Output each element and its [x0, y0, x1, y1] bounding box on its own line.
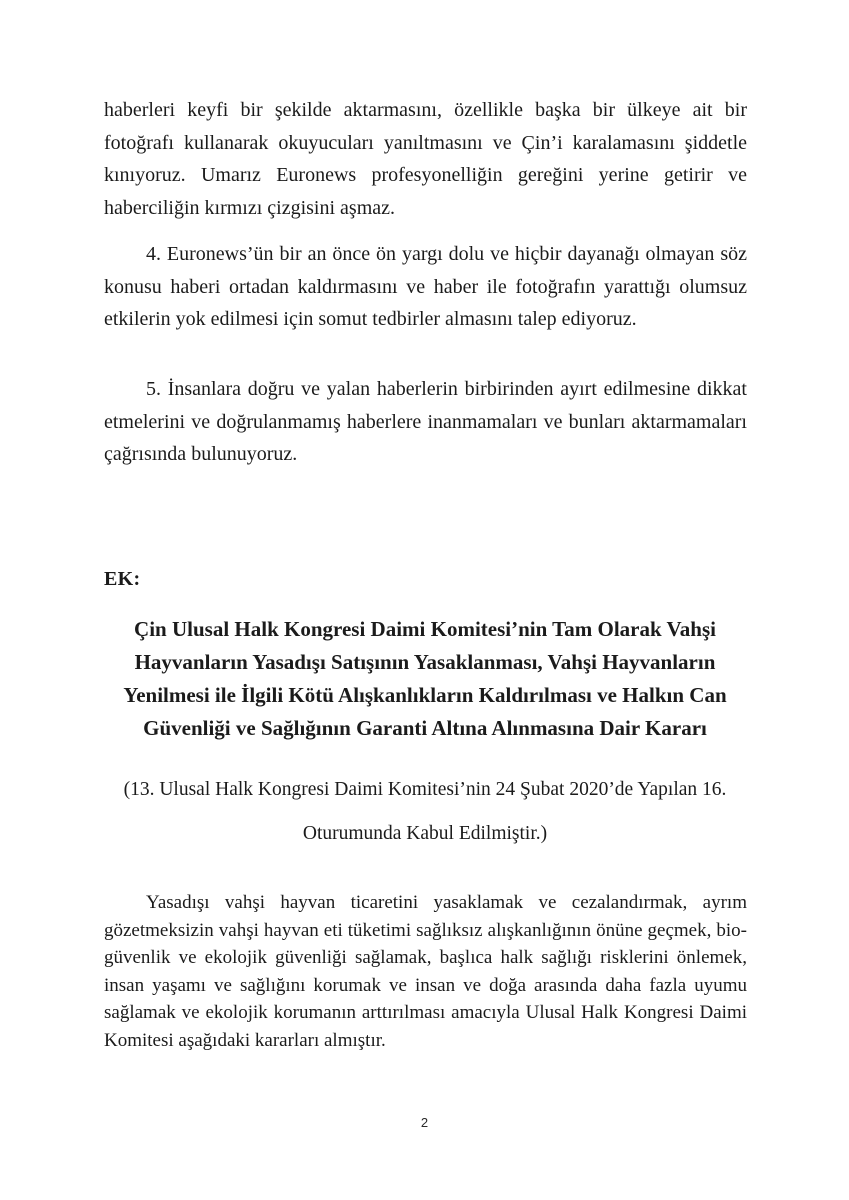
paragraph-continuation: haberleri keyfi bir şekilde aktarmasını, özellikle başka bir ülkeye ait bir fotoğrafı kullanarak okuyucuları yanıltmasını ve Çin’i karalamasını şiddetle kınıyoruz. Umarız Euronews profesyonelliğin gereğini yerine getirir ve haberciliğin kırmızı çizgisini aşmaz. — [104, 99, 747, 219]
annex-subtitle: (13. Ulusal Halk Kongresi Daimi Komitesi’nin 24 Şubat 2020’de Yapılan 16. Oturumunda Kabul Edilmiştir.) — [123, 779, 727, 844]
paragraph-item-4: 4. Euronews’ün bir an önce ön yargı dolu ve hiçbir dayanağı olmayan söz konusu haberi ortadan kaldırmasını ve haber ile fotoğrafın yarattığı olumsuz etkilerin yok edilmesi için somut tedbirler almasını talep ediyoruz. — [104, 243, 747, 330]
annex-title: Çin Ulusal Halk Kongresi Daimi Komitesi’nin Tam Olarak Vahşi Hayvanların Yasadışı Satışının Yasaklanması, Vahşi Hayvanların Yenilmesi ile İlgili Kötü Alışkanlıkların Kaldırılması ve Halkın Can Güvenliği ve Sağlığının Garanti Altına Alınmasına Dair Kararı — [123, 617, 727, 740]
paragraph-item-5: 5. İnsanlara doğru ve yalan haberlerin birbirinden ayırt edilmesine dikkat etmelerini ve doğrulanmamış haberlere inanmamaları ve bunları aktarmamaları çağrısında bulunuyoruz. — [104, 378, 747, 465]
page-number: 2 — [420, 1115, 429, 1130]
annex-label: EK: — [104, 568, 141, 590]
paragraph-resolution-intro: Yasadışı vahşi hayvan ticaretini yasaklamak ve cezalandırmak, ayrım gözetmeksizin vahşi hayvan eti tüketimi sağlıksız alışkanlığının önüne geçmek, bio-güvenlik ve ekolojik güvenliği sağlamak, başlıca halk sağlığı risklerini önlemek, insan yaşamı ve sağlığını korumak ve insan ve doğa arasında daha fazla uyumu sağlamak ve ekolojik korumanın arttırılması amacıyla Ulusal Halk Kongresi Daimi Komitesi aşağıdaki kararları almıştır. — [104, 892, 747, 1051]
